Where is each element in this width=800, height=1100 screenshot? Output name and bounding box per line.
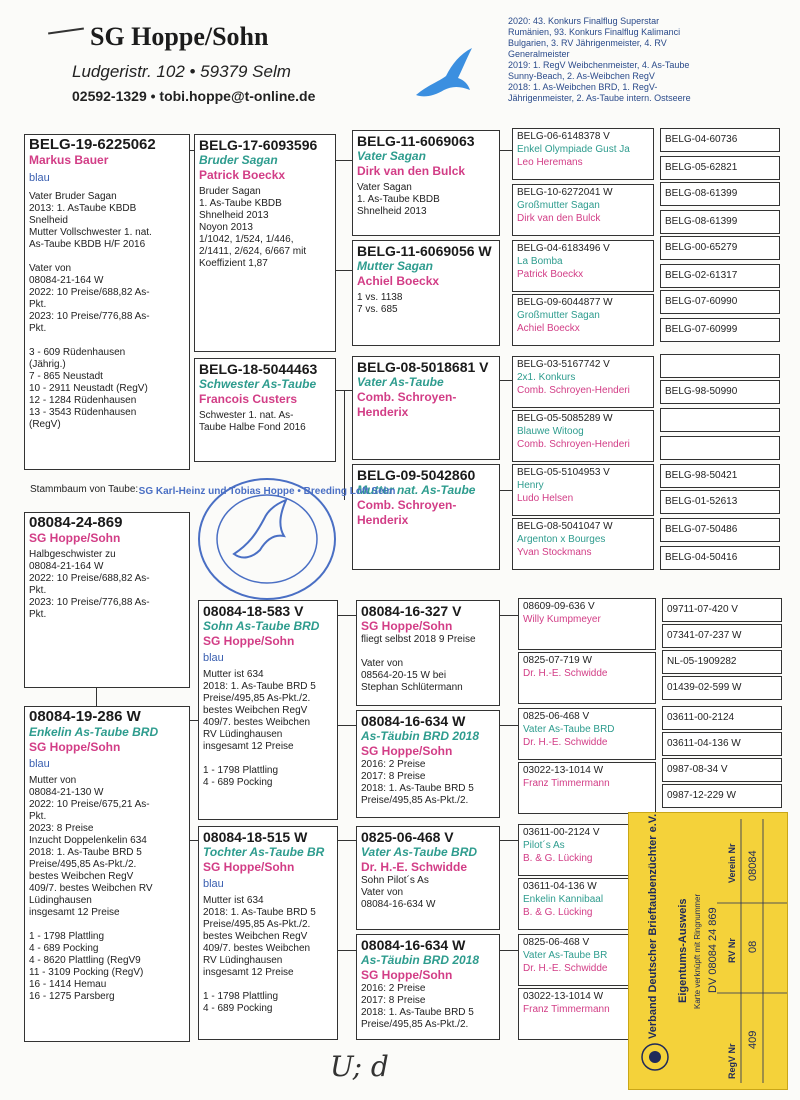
owner-name: Comb. Schroyen-Henderi: [517, 385, 630, 396]
owner-name: Leo Heremans: [517, 157, 583, 168]
connector-line: [336, 160, 352, 161]
gen5-box: [660, 290, 780, 314]
ring-number: BELG-05-5104953 V: [517, 467, 610, 478]
gen5-box: [660, 236, 780, 260]
card-ring: DV 08084 24 869: [707, 907, 719, 993]
notes: 2016: 2 Preise 2017: 8 Preise 2018: 1. As-Taube BRD 5 Preise/495,85 As-Pkt./2.: [361, 759, 474, 806]
gen5-box: [660, 380, 780, 404]
card-verein-label: Verein Nr: [727, 843, 737, 883]
owner-name: Dr. H.-E. Schwidde: [523, 963, 608, 974]
owner-name: Dr. H.-E. Schwidde: [361, 860, 468, 874]
connector-line: [190, 720, 198, 721]
ring-number: BELG-17-6093596: [199, 137, 318, 153]
card-subtitle: Karte verknüpft mit Ringnummer: [693, 893, 702, 1009]
connector-line: [500, 380, 512, 381]
ring-number: BELG-11-6069063: [357, 133, 475, 149]
ring-number: BELG-03-5167742 V: [517, 359, 610, 370]
dove-logo-icon: [408, 40, 478, 110]
pigeon-name: Vater Sagan: [357, 149, 426, 163]
ring-number: 03022-13-1014 W: [523, 991, 604, 1002]
ring-number: BELG-08-61399: [665, 188, 738, 199]
ring-number: BELG-06-6148378 V: [517, 131, 610, 142]
notes: 2016: 2 Preise 2017: 8 Preise 2018: 1. As-Taube BRD 5 Preise/495,85 As-Pkt./2.: [361, 983, 474, 1030]
ring-number: 0825-07-719 W: [523, 655, 592, 666]
gen5-box: [660, 464, 780, 488]
owner-name: Markus Bauer: [29, 153, 109, 167]
owner-name: Franz Timmermann: [523, 1004, 610, 1015]
connector-line: [96, 688, 97, 706]
ring-number: BELG-09-5042860: [357, 467, 476, 483]
card-title: Eigentums-Ausweis: [677, 898, 689, 1003]
pigeon-name: Vater As-Taube BR: [523, 950, 608, 961]
connector-line: [500, 725, 518, 726]
header-address: Ludgeristr. 102 • 59379 Selm: [72, 62, 291, 81]
pigeon-name: 2x1. Konkurs: [517, 372, 576, 383]
owner-name: B. & G. Lücking: [523, 907, 593, 918]
owner-name: Franz Timmermann: [523, 778, 610, 789]
ring-number: 03611-00-2124: [667, 712, 735, 723]
page-title: SG Hoppe/Sohn: [90, 22, 269, 51]
ring-number: BELG-04-50416: [665, 552, 738, 563]
notes: Mutter von 08084-21-130 W 2022: 10 Preise/675,21 As- Pkt. 2023: 8 Preise Inzucht Doppelenkelin 634 2018: 1. As-Taube BRD 5 Preise/495,85 As-Pkt./2. bestes Weibchen RegV 409/7. bestes Weibchen RV Lüdinghausen insgesamt 12 Preise 1 - 1798 Plattling 4 - 689 Pocking 4 - 8620 Plattling (RegV9 11 - 3109 Pocking (RegV) 16 - 1414 Hemau 16 - 1275 Parsberg: [29, 775, 153, 1002]
owner-name: Dr. H.-E. Schwidde: [523, 668, 608, 679]
owner-name: B. & G. Lücking: [523, 853, 593, 864]
card-org: Verband Deutscher Brieftaubenzüchter e.V.: [647, 813, 659, 1039]
owner-name: Yvan Stockmans: [517, 547, 592, 558]
notes: 1 vs. 1138 7 vs. 685: [357, 292, 403, 315]
ring-number: BELG-02-61317: [665, 270, 738, 281]
ring-number: 03611-00-2124 V: [523, 827, 600, 838]
notes: Sohn Pilot´s As Vater von 08084-16-634 W: [361, 875, 436, 910]
ring-number: BELG-98-50990: [665, 386, 738, 397]
owner-name: SG Hoppe/Sohn: [203, 634, 295, 648]
connector-line: [500, 615, 518, 616]
g5-box: [662, 706, 782, 730]
pigeon-name: Vater As-Taube BRD: [523, 724, 615, 735]
mother-box: [194, 358, 336, 462]
notes: Halbgeschwister zu 08084-21-164 W 2022: 10 Preise/688,82 As- Pkt. 2023: 10 Preise/776,88 As- Pkt.: [29, 549, 150, 620]
g4-box: [518, 762, 656, 814]
owner-name: Achiel Boeckx: [517, 323, 580, 334]
pigeon-name: Henry: [517, 480, 544, 491]
owner-name: Comb. Schroyen-Henderix: [357, 390, 457, 419]
header-contact: 02592-1329 • tobi.hoppe@t-online.de: [72, 88, 316, 104]
gen5-box: [660, 436, 780, 460]
pigeon-name: Mutter nat. As-Taube: [357, 483, 476, 497]
ring-number: BELG-10-6272041 W: [517, 187, 613, 198]
gen4-box: [512, 356, 654, 408]
connector-line: [338, 615, 356, 616]
g3-box: [356, 934, 500, 1040]
gen4-box: [512, 518, 654, 570]
ring-number: 03611-04-136 W: [523, 881, 597, 892]
g5-box: [662, 758, 782, 782]
g5-box: [662, 784, 782, 808]
color-label: blau: [29, 172, 50, 184]
pigeon-name: Vater As-Taube: [357, 375, 444, 389]
connector-line: [338, 840, 356, 841]
ring-number: 09711-07-420 V: [667, 604, 738, 615]
card-rv-value: 08: [747, 940, 759, 953]
pedigree-of-box: [24, 512, 190, 688]
subject-box: [24, 134, 190, 470]
ring-number: 08084-16-634 W: [361, 713, 466, 729]
g3-box: [356, 826, 500, 930]
g3-box: [356, 710, 500, 818]
header-achievements: 2020: 43. Konkurs Finalflug Superstar Rumänien, 93. Konkurs Finalflug Kalimanci Bulgarien, 3. RV Jährigenmeister, 4. RV Generalmeister 2019: 1. RegV Weibchenmeister, 4. As-Taube Sunny-Beach, 2. As-Weibchen RegV 2018: 1. As-Weibchen BRD, 1. RegV- Jährigenmeister, 2. As-Taube intern. Ostseere: [508, 16, 691, 103]
ring-number: 08609-09-636 V: [523, 601, 595, 612]
ring-number: BELG-98-50421: [665, 470, 738, 481]
mm-box: [352, 464, 500, 570]
connector-line: [336, 270, 352, 271]
gen4-box: [512, 240, 654, 292]
owner-name: Dr. H.-E. Schwidde: [523, 737, 608, 748]
gen4-box: [512, 184, 654, 236]
card-rv-label: RV Nr: [727, 938, 737, 963]
ring-number: BELG-08-5018681 V: [357, 359, 489, 375]
g5-box: [662, 732, 782, 756]
g5-box: [662, 598, 782, 622]
gen5-box: [660, 546, 780, 570]
header-dash: [48, 28, 84, 35]
notes: Mutter ist 634 2018: 1. As-Taube BRD 5 Preise/495,85 As-Pkt./2. bestes Weibchen RegV 409/7. bestes Weibchen RV Lüdinghausen insgesamt 12 Preise 1 - 1798 Plattling 4 - 689 Pocking: [203, 669, 316, 788]
owner-name: Patrick Boeckx: [517, 269, 584, 280]
pigeon-name: Enkelin As-Taube BRD: [29, 725, 159, 739]
ring-number: BELG-07-60990: [665, 296, 738, 307]
ring-number: 03022-13-1014 W: [523, 765, 604, 776]
connector-line: [344, 390, 345, 500]
notes: Vater Sagan 1. As-Taube KBDB Shnelheid 2013: [357, 182, 440, 217]
ring-number: 07341-07-237 W: [667, 630, 742, 641]
notes: Vater Bruder Sagan 2013: 1. AsTaube KBDB Snelheid Mutter Vollschwester 1. nat. As-Taube KBDB H/F 2016 Vater von 08084-21-164 W 2022: 10 Preise/688,82 As- Pkt. 2023: 10 Preise/776,88 As- Pkt. 3 - 609 Rüdenhausen (Jährig.) 7 - 865 Neustadt 10 - 2911 Neustadt (RegV) 12 - 1284 Rüdenhausen 13 - 3543 Rüdenhausen (RegV): [29, 191, 152, 430]
owner-name: SG Hoppe/Sohn: [361, 968, 453, 982]
ring-number: 0987-12-229 W: [667, 790, 736, 801]
connector-line: [500, 950, 518, 951]
stamp-text: SG Karl-Heinz und Tobias Hoppe • Breeding Loft Selm: [138, 486, 396, 497]
ownership-card: [628, 812, 788, 1090]
gen5-box: [660, 354, 780, 378]
color-label: blau: [29, 758, 50, 770]
pigeon-name: Sohn As-Taube BRD: [203, 619, 320, 633]
g3-box: [356, 600, 500, 706]
card-regv-label: RegV Nr: [727, 1043, 737, 1079]
card-verein-value: 08084: [747, 850, 759, 881]
gen4-box: [512, 410, 654, 462]
stammbaum-label: Stammbaum von Taube:: [30, 484, 139, 495]
notes: Schwester 1. nat. As- Taube Halbe Fond 2016: [199, 410, 306, 433]
pigeon-name: Vater As-Taube BRD: [361, 845, 478, 859]
pigeon-name: Pilot´s As: [523, 840, 565, 851]
notes: Mutter ist 634 2018: 1. As-Taube BRD 5 Preise/495,85 As-Pkt./2. bestes Weibchen RegV 409/7. bestes Weibchen RV Lüdinghausen insgesamt 12 Preise 1 - 1798 Plattling 4 - 689 Pocking: [203, 895, 316, 1014]
owner-name: Comb. Schroyen-Henderix: [357, 498, 457, 527]
ring-number: BELG-09-6044877 W: [517, 297, 613, 308]
ring-number: 0987-08-34 V: [667, 764, 728, 775]
g5-box: [662, 624, 782, 648]
pigeon-name: Bruder Sagan: [199, 153, 278, 167]
owner-name: Ludo Helsen: [517, 493, 574, 504]
g4-box: [518, 598, 656, 650]
owner-name: Willy Kumpmeyer: [523, 614, 601, 625]
ring-number: BELG-05-62821: [665, 162, 738, 173]
gen5-box: [660, 156, 780, 180]
gen4-box: [512, 294, 654, 346]
ring-number: 08084-16-327 V: [361, 603, 462, 619]
owner-name: Achiel Boeckx: [357, 274, 440, 288]
ring-number: BELG-08-5041047 W: [517, 521, 613, 532]
ring-number: BELG-00-65279: [665, 242, 738, 253]
owner-name: SG Hoppe/Sohn: [203, 860, 295, 874]
owner-name: Comb. Schroyen-Henderi: [517, 439, 630, 450]
ring-number: BELG-04-60736: [665, 134, 738, 145]
connector-line: [190, 840, 198, 841]
father-box: [194, 134, 336, 352]
gen5-box: [660, 264, 780, 288]
dam-of-dam-box: [198, 826, 338, 1040]
signature: U; d: [330, 1050, 389, 1083]
ring-number: BELG-07-60999: [665, 324, 738, 335]
ring-number: BELG-18-5044463: [199, 361, 318, 377]
ring-number: 08084-16-634 W: [361, 937, 466, 953]
ff-box: [352, 130, 500, 236]
g5-box: [662, 676, 782, 700]
sire-of-dam-box: [198, 600, 338, 820]
fm-box: [352, 240, 500, 346]
ring-number: BELG-05-5085289 W: [517, 413, 613, 424]
pigeon-name: As-Täubin BRD 2018: [361, 953, 480, 967]
gen4-box: [512, 128, 654, 180]
ring-number: BELG-04-6183496 V: [517, 243, 610, 254]
pigeon-name: Tochter As-Taube BR: [203, 845, 325, 859]
gen5-box: [660, 210, 780, 234]
pigeon-name: Enkelin Kannibaal: [523, 894, 604, 905]
gen5-box: [660, 182, 780, 206]
ring-number: NL-05-1909282: [667, 656, 737, 667]
pigeon-name: La Bomba: [517, 256, 563, 267]
pigeon-name: Mutter Sagan: [357, 259, 434, 273]
gen5-box: [660, 408, 780, 432]
connector-line: [190, 150, 194, 151]
gen5-box: [660, 490, 780, 514]
breeding-loft-stamp: [138, 474, 396, 604]
mf-box: [352, 356, 500, 460]
ring-number: 08084-18-583 V: [203, 603, 304, 619]
color-label: blau: [203, 652, 224, 664]
owner-name: Francois Custers: [199, 392, 298, 406]
ring-number: BELG-08-61399: [665, 216, 738, 227]
dam-box: [24, 706, 190, 1042]
connector-line: [500, 150, 512, 151]
ring-number: 0825-06-468 V: [523, 711, 590, 722]
pigeon-name: Großmutter Sagan: [517, 310, 600, 321]
color-label: blau: [203, 878, 224, 890]
ring-number: 03611-04-136 W: [667, 738, 741, 749]
gen4-box: [512, 464, 654, 516]
connector-line: [500, 840, 518, 841]
owner-name: Patrick Boeckx: [199, 168, 286, 182]
owner-name: SG Hoppe/Sohn: [361, 619, 453, 633]
owner-name: Dirk van den Bulck: [517, 213, 601, 224]
ring-number: 0825-06-468 V: [523, 937, 590, 948]
owner-name: SG Hoppe/Sohn: [29, 531, 121, 545]
owner-name: SG Hoppe/Sohn: [361, 744, 453, 758]
g4-box: [518, 652, 656, 704]
owner-name: Dirk van den Bulck: [357, 164, 466, 178]
pigeon-name: Großmutter Sagan: [517, 200, 600, 211]
gen5-box: [660, 128, 780, 152]
ring-number: BELG-19-6225062: [29, 136, 156, 153]
notes: Bruder Sagan 1. As-Taube KBDB Shnelheid 2013 Noyon 2013 1/1042, 1/524, 1/446, 2/1411, 2/624, 6/667 mit Koeffizient 1,87: [199, 186, 307, 269]
g5-box: [662, 650, 782, 674]
connector-line: [338, 725, 356, 726]
ring-number: 08084-18-515 W: [203, 829, 308, 845]
pigeon-name: Argenton x Bourges: [517, 534, 606, 545]
connector-line: [500, 490, 512, 491]
pigeon-name: Schwester As-Taube: [199, 377, 317, 391]
gen5-box: [660, 318, 780, 342]
ring-number: BELG-11-6069056 W: [357, 243, 492, 259]
pigeon-name: Enkel Olympiade Gust Ja: [517, 144, 630, 155]
connector-line: [338, 950, 356, 951]
ring-number: BELG-01-52613: [665, 496, 738, 507]
gen5-box: [660, 518, 780, 542]
notes: fliegt selbst 2018 9 Preise Vater von 08564-20-15 W bei Stephan Schlütermann: [361, 634, 476, 693]
ring-number: 01439-02-599 W: [667, 682, 742, 693]
ring-number: 08084-24-869: [29, 514, 123, 531]
ring-number: 0825-06-468 V: [361, 829, 454, 845]
owner-name: SG Hoppe/Sohn: [29, 740, 121, 754]
pigeon-name: Blauwe Witoog: [517, 426, 584, 437]
card-regv-value: 409: [747, 1030, 759, 1049]
g4-box: [518, 708, 656, 760]
ring-number: BELG-07-50486: [665, 524, 738, 535]
ring-number: 08084-19-286 W: [29, 708, 141, 725]
pigeon-name: As-Täubin BRD 2018: [361, 729, 480, 743]
